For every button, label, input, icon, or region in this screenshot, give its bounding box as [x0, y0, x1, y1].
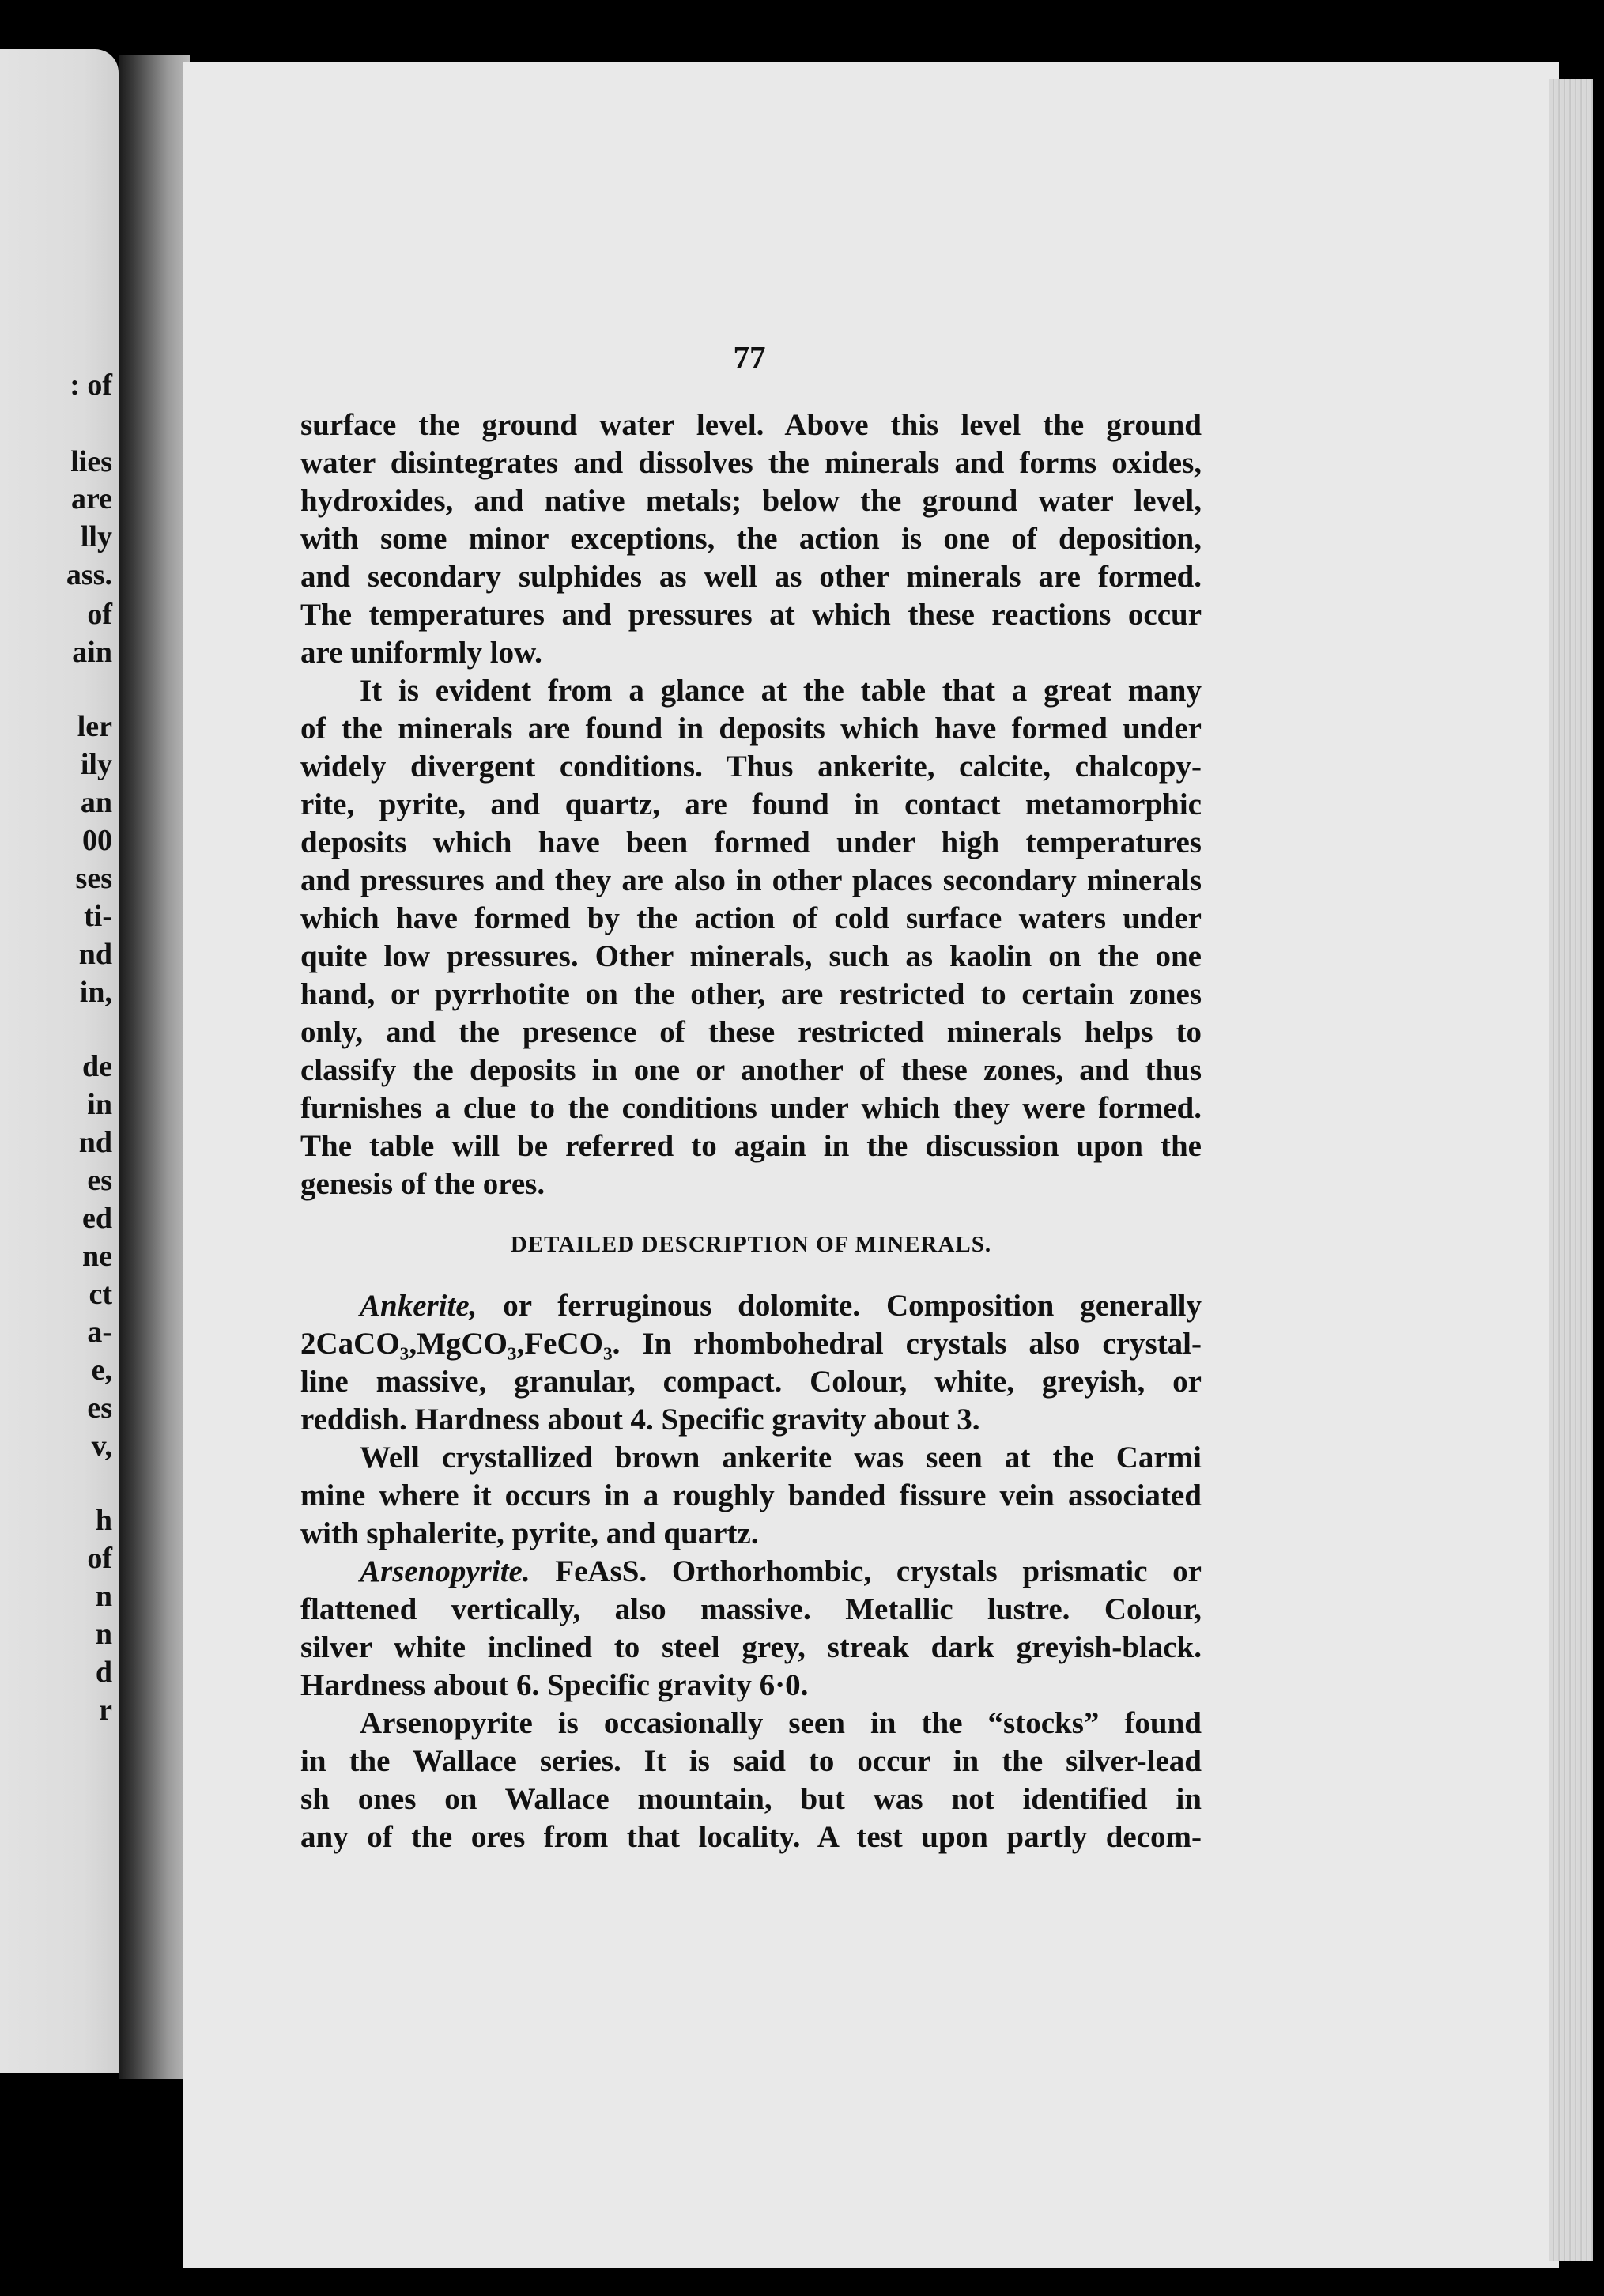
- facing-page-fragment: e,: [91, 1354, 112, 1387]
- facing-page-fragment: of: [87, 1542, 112, 1575]
- text-line: hydroxides, and native metals; below the ground water level,: [300, 484, 1202, 518]
- facing-page-fragment: n: [95, 1618, 112, 1651]
- facing-page-fragment: in: [87, 1088, 112, 1121]
- text-line: The temperatures and pressures at which these reactions occur: [300, 598, 1202, 632]
- paragraph-4: [300, 1439, 1202, 1553]
- text-line: widely divergent conditions. Thus ankerite, calcite, chalcopy-: [300, 750, 1202, 784]
- facing-page-fragment: nd: [78, 938, 112, 971]
- text-line: in the Wallace series. It is said to occur in the silver-lead: [300, 1744, 1202, 1778]
- facing-page-fragment: ti-: [84, 900, 112, 933]
- paragraph-1: [300, 406, 1202, 672]
- text-line: genesis of the ores.: [300, 1167, 545, 1201]
- facing-page-fragment: h: [95, 1504, 112, 1537]
- facing-page-fragment: r: [99, 1694, 112, 1727]
- text-line: Arsenopyrite. FeAsS. Orthorhombic, crystals prismatic or: [360, 1554, 1202, 1588]
- section-heading: DETAILED DESCRIPTION OF MINERALS.: [510, 1232, 992, 1257]
- mineral-term: Arsenopyrite.: [360, 1554, 530, 1588]
- text-line: with sphalerite, pyrite, and quartz.: [300, 1516, 759, 1550]
- paragraph-2: [300, 672, 1202, 1203]
- text-line: are uniformly low.: [300, 636, 542, 670]
- facing-page-fragment: ler: [77, 710, 112, 743]
- text-line: silver white inclined to steel grey, streak dark greyish-black.: [300, 1630, 1202, 1664]
- page-edges: [1549, 79, 1593, 2261]
- facing-page-fragment: ct: [89, 1278, 112, 1311]
- facing-page-fragment: lies: [70, 445, 112, 478]
- text-line: Ankerite, or ferruginous dolomite. Composition generally: [360, 1289, 1202, 1323]
- facing-page-fragment: ses: [75, 862, 112, 895]
- paragraph-ankerite: [300, 1287, 1202, 1439]
- facing-page-fragment: : of: [70, 368, 112, 402]
- facing-page-fragment: es: [87, 1164, 112, 1197]
- text-line: quite low pressures. Other minerals, such as kaolin on the one: [300, 939, 1202, 973]
- facing-page-fragment: d: [95, 1656, 112, 1689]
- facing-page-fragment: in,: [79, 976, 112, 1009]
- text-line: The table will be referred to again in the discussion upon the: [300, 1129, 1202, 1163]
- mineral-term: Ankerite,: [360, 1289, 477, 1323]
- text-line: Arsenopyrite is occasionally seen in the “stocks” found: [360, 1706, 1202, 1740]
- text-line: mine where it occurs in a roughly banded fissure vein associated: [300, 1478, 1202, 1512]
- facing-page-fragment: v,: [91, 1429, 112, 1463]
- text-line: It is evident from a glance at the table that a great many: [360, 674, 1202, 708]
- paragraph-6: [300, 1705, 1202, 1856]
- text-line: with some minor exceptions, the action is one of deposition,: [300, 522, 1202, 556]
- text-line: 2CaCO₃,MgCO₃,FeCO₃. In rhombohedral crystals also crystal-: [300, 1327, 1202, 1361]
- text-line: which have formed by the action of cold surface waters under: [300, 901, 1202, 935]
- facing-page-fragment: es: [87, 1392, 112, 1425]
- paragraph-arsenopyrite: [300, 1553, 1202, 1705]
- facing-page-fragment: 00: [82, 824, 112, 857]
- text-line: classify the deposits in one or another of these zones, and thus: [300, 1053, 1202, 1087]
- facing-page-fragment: de: [82, 1050, 112, 1083]
- facing-page-fragment: lly: [80, 520, 112, 553]
- text-line: flattened vertically, also massive. Metallic lustre. Colour,: [300, 1592, 1202, 1626]
- facing-page-fragment: ass.: [66, 558, 112, 591]
- text-line: sh ones on Wallace mountain, but was not identified in: [300, 1782, 1202, 1816]
- text-line: water disintegrates and dissolves the minerals and forms oxides,: [300, 446, 1202, 480]
- text-line: Hardness about 6. Specific gravity 6·0.: [300, 1668, 809, 1702]
- text-line: only, and the presence of these restricted minerals helps to: [300, 1015, 1202, 1049]
- facing-page-fragment: ain: [72, 636, 112, 669]
- facing-page-fragment: ed: [82, 1202, 112, 1235]
- text-line: deposits which have been formed under high temperatures: [300, 825, 1202, 859]
- text-line: furnishes a clue to the conditions under which they were formed.: [300, 1091, 1202, 1125]
- text-line: and pressures and they are also in other places secondary minerals: [300, 863, 1202, 897]
- facing-page-fragment: ily: [80, 748, 112, 781]
- facing-page-fragment: an: [80, 786, 112, 819]
- page-number: 77: [733, 339, 766, 376]
- text-line: Well crystallized brown ankerite was seen at the Carmi: [360, 1441, 1202, 1475]
- text-line: and secondary sulphides as well as other minerals are formed.: [300, 560, 1202, 594]
- page-text: [300, 406, 1202, 1856]
- text-line: hand, or pyrrhotite on the other, are restricted to certain zones: [300, 977, 1202, 1011]
- text-line: any of the ores from that locality. A test upon partly decom-: [300, 1820, 1202, 1854]
- text-line: surface the ground water level. Above this level the ground: [300, 408, 1202, 442]
- facing-page-fragment: ne: [82, 1240, 112, 1273]
- facing-page-fragment: a-: [87, 1316, 112, 1349]
- text-line: rite, pyrite, and quartz, are found in contact metamorphic: [300, 787, 1202, 821]
- facing-page-fragment: nd: [78, 1126, 112, 1159]
- facing-page-fragment: are: [70, 482, 112, 515]
- facing-page-fragment: of: [87, 598, 112, 631]
- text-line: line massive, granular, compact. Colour, white, greyish, or: [300, 1365, 1202, 1399]
- text-line: reddish. Hardness about 4. Specific gravity about 3.: [300, 1403, 980, 1437]
- text-line: of the minerals are found in deposits which have formed under: [300, 712, 1202, 746]
- facing-page-fragment: n: [95, 1580, 112, 1613]
